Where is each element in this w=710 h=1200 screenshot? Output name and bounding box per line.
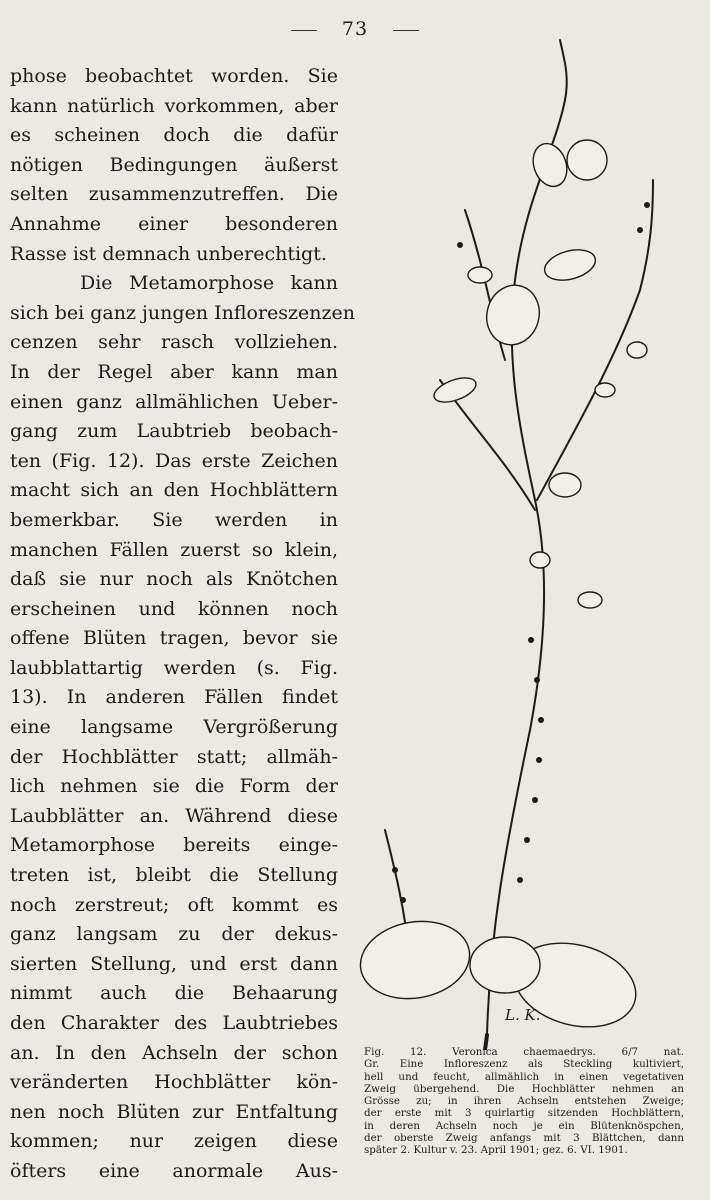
right-branch — [537, 180, 653, 500]
leaf — [578, 592, 602, 608]
header-dash-left — [291, 30, 317, 31]
leaf — [480, 279, 546, 350]
leaf — [549, 473, 581, 497]
leaf — [527, 139, 572, 191]
text-line: offene Blüten tragen, bevor sie — [10, 627, 338, 650]
caption-line: Fig. 12. Veronica chaemaedrys. 6/7 nat. — [364, 1046, 684, 1058]
leaf — [541, 245, 598, 286]
caption-line: in deren Achseln noch je ein Blütenknöspchen, — [364, 1119, 684, 1132]
caption-line: hell und feucht, allmählich in einen vegetativen — [364, 1070, 684, 1083]
text-line: phose beobachtet worden. Sie — [10, 65, 338, 87]
page-number: 73 — [341, 18, 369, 40]
text-line: eine langsame Vergrößerung — [10, 716, 338, 739]
text-line: nimmt auch die Behaarung — [10, 982, 338, 1005]
text-line: Die Metamorphose kann — [80, 272, 338, 295]
leaf — [595, 383, 615, 397]
text-line: kommen; nur zeigen diese — [10, 1130, 338, 1153]
leaf — [567, 140, 607, 180]
text-line: noch zerstreut; oft kommt es — [10, 893, 338, 916]
basal-leaf — [470, 937, 540, 993]
leaf — [468, 267, 492, 283]
text-line: lich nehmen sie die Form der — [10, 775, 338, 798]
text-line: ganz langsam zu der dekus- — [10, 923, 338, 946]
text-line: Metamorphose bereits einge- — [10, 834, 338, 857]
caption-line: der erste mit 3 quirlartig sitzenden Hochblättern, — [364, 1107, 684, 1120]
main-stem — [487, 100, 565, 1035]
leaf — [530, 552, 550, 568]
text-line: cenzen sehr rasch vollziehen. — [10, 331, 338, 354]
basal-leaf — [355, 913, 476, 1007]
caption-line: der oberste Zweig anfangs mit 3 Blättchen, dann — [364, 1132, 684, 1145]
text-line: sich bei ganz jungen Infloreszenzen — [10, 301, 356, 324]
text-line: Laubblätter an. Während diese — [10, 804, 338, 827]
text-line: In der Regel aber kann man — [10, 360, 338, 383]
text-line: den Charakter des Laubtriebes — [10, 1012, 338, 1034]
text-line: macht sich an den Hochblättern — [10, 479, 338, 502]
text-line: kann natürlich vorkommen, aber — [10, 94, 338, 117]
text-line: nen noch Blüten zur Entfaltung — [10, 1100, 338, 1123]
caption-line: Grösse zu; in ihren Achseln entstehen Zweige; — [364, 1095, 684, 1108]
text-line: sierten Stellung, und erst dann — [10, 952, 338, 975]
caption-line: später 2. Kultur v. 23. April 1901; gez. 6. VI. 1901. — [364, 1144, 628, 1157]
text-line: laubblattartig werden (s. Fig. — [10, 656, 338, 679]
text-line: Annahme einer besonderen — [10, 212, 338, 235]
text-line: gang zum Laubtrieb beobach- — [10, 420, 338, 443]
illustrator-signature: L. K. — [505, 1006, 541, 1024]
text-line: treten ist, bleibt die Stellung — [10, 864, 338, 887]
text-line: ten (Fig. 12). Das erste Zeichen — [10, 449, 338, 472]
text-line: erscheinen und können noch — [10, 597, 338, 620]
text-line: 13). In anderen Fällen findet — [10, 686, 338, 709]
leaf — [627, 342, 647, 358]
figure-caption — [364, 1046, 684, 1157]
text-line: nötigen Bedingungen äußerst — [10, 153, 338, 176]
text-line: es scheinen doch die dafür — [10, 124, 338, 147]
text-line: Rasse ist demnach unberechtigt. — [10, 242, 327, 265]
text-line: einen ganz allmählichen Ueber- — [10, 390, 338, 413]
text-line: der Hochblätter statt; allmäh- — [10, 745, 338, 768]
text-line: veränderten Hochblätter kön- — [10, 1071, 338, 1094]
text-line: manchen Fällen zuerst so klein, — [10, 538, 338, 561]
text-line: öfters eine anormale Aus- — [10, 1159, 338, 1182]
text-line: daß sie nur noch als Knötchen — [10, 568, 338, 591]
text-line: an. In den Achseln der schon — [10, 1041, 338, 1064]
upper-stem — [560, 40, 567, 100]
plant-illustration — [355, 30, 700, 1050]
caption-line: Zweig übergehend. Die Hochblätter nehmen an — [364, 1082, 684, 1095]
text-line: selten zusammenzutreffen. Die — [10, 183, 338, 206]
caption-line: Gr. Eine Infloreszenz als Steckling kultiviert, — [364, 1058, 684, 1071]
body-text-column — [10, 62, 356, 1187]
text-line: bemerkbar. Sie werden in — [10, 508, 338, 531]
